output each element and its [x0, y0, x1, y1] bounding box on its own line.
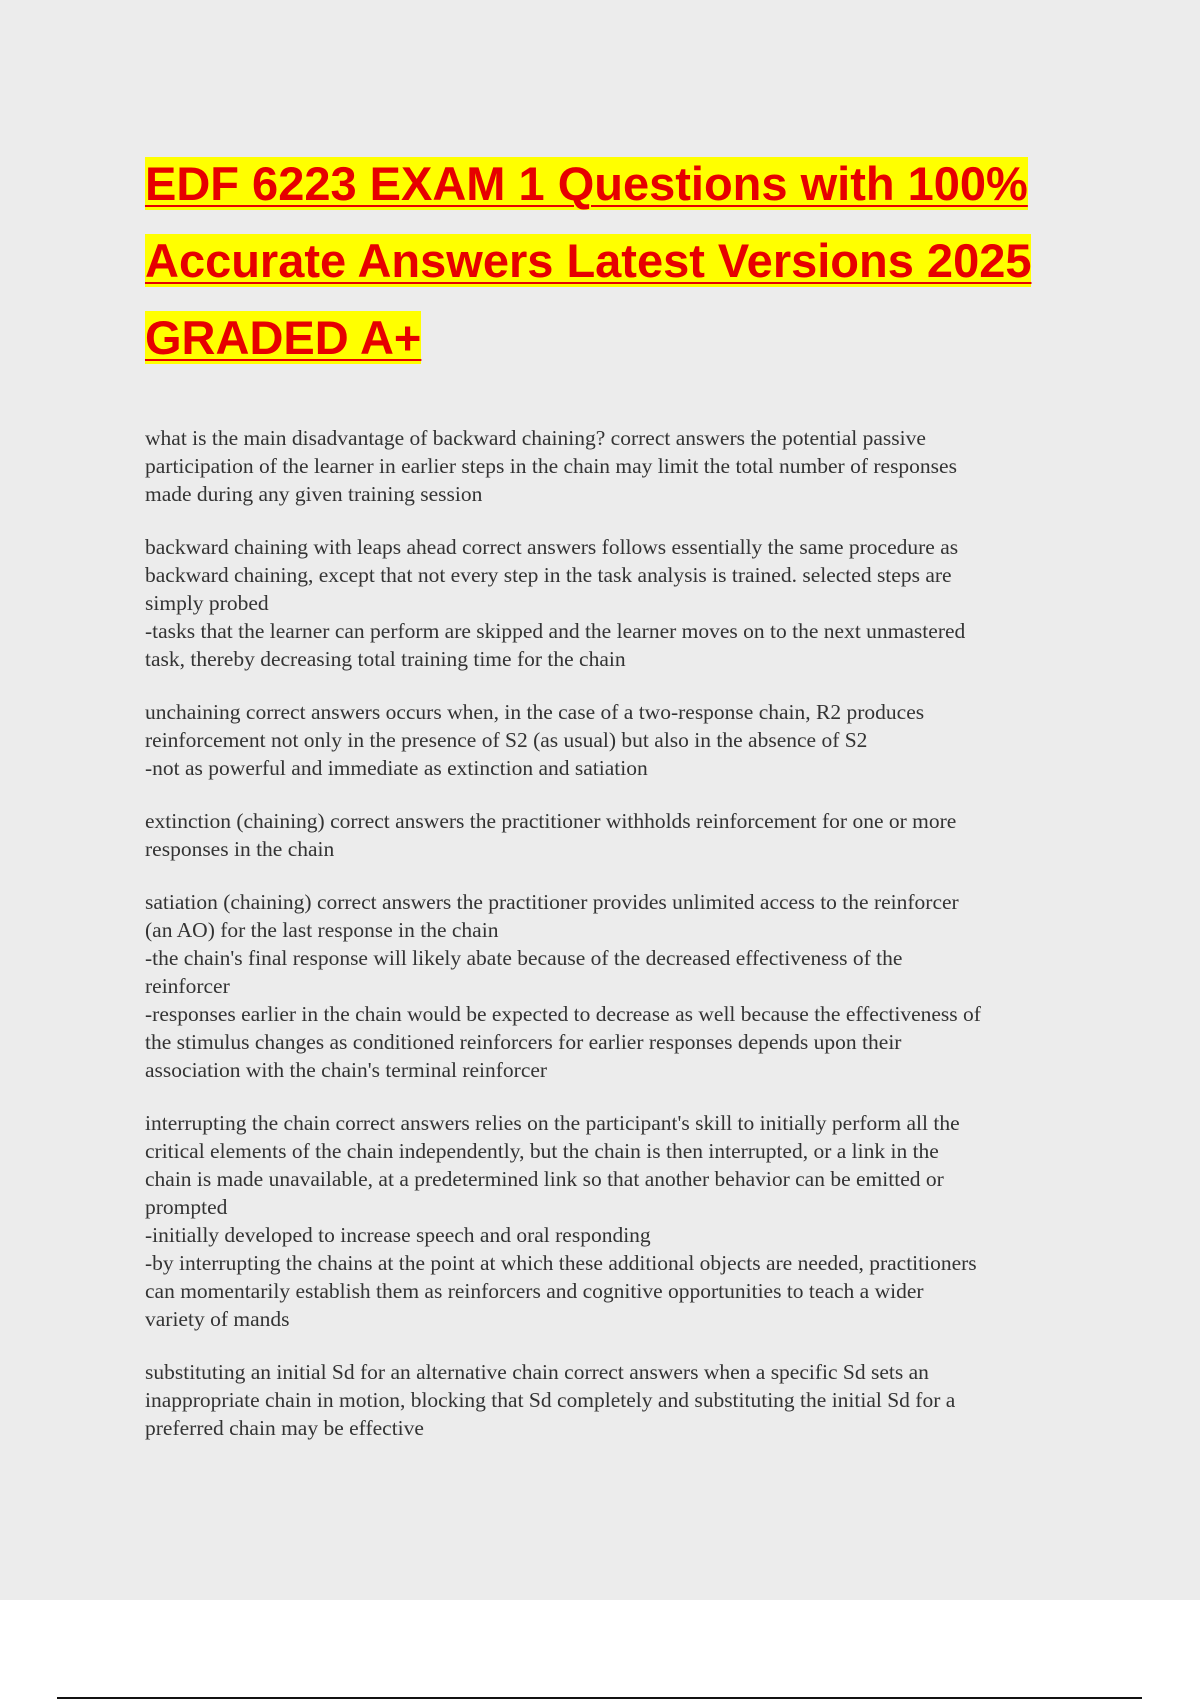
- text-line: extinction (chaining) correct answers the practitioner withholds reinforcement for one or more: [145, 809, 957, 833]
- text-line: backward chaining, except that not every step in the task analysis is trained. selected steps are: [145, 563, 952, 587]
- text-line: made during any given training session: [145, 482, 483, 506]
- text-line: (an AO) for the last response in the chain: [145, 918, 499, 942]
- text-line: interrupting the chain correct answers relies on the participant's skill to initially perform all the: [145, 1111, 960, 1135]
- text-line: critical elements of the chain independently, but the chain is then interrupted, or a link in the: [145, 1139, 939, 1163]
- text-line: prompted: [145, 1195, 228, 1219]
- text-line: inappropriate chain in motion, blocking that Sd completely and substituting the initial Sd for a: [145, 1388, 956, 1412]
- qa-entry: [145, 1358, 1095, 1442]
- text-line: -initially developed to increase speech and oral responding: [145, 1223, 651, 1247]
- qa-entry: [145, 698, 1095, 782]
- text-line: -tasks that the learner can perform are skipped and the learner moves on to the next unmastered: [145, 619, 966, 643]
- text-line: responses in the chain: [145, 837, 335, 861]
- text-line: backward chaining with leaps ahead correct answers follows essentially the same procedure as: [145, 535, 959, 559]
- title-line: Accurate Answers Latest Versions 2025: [145, 234, 1032, 287]
- text-line: unchaining correct answers occurs when, in the case of a two-response chain, R2 produces: [145, 700, 925, 724]
- text-line: what is the main disadvantage of backward chaining? correct answers the potential passive: [145, 426, 926, 450]
- text-line: preferred chain may be effective: [145, 1416, 424, 1440]
- footer-rule: [57, 1697, 1142, 1699]
- text-line: participation of the learner in earlier steps in the chain may limit the total number of responses: [145, 454, 957, 478]
- text-line: substituting an initial Sd for an alternative chain correct answers when a specific Sd sets an: [145, 1360, 929, 1384]
- qa-entry: [145, 424, 1095, 508]
- qa-entry: [145, 807, 1095, 863]
- text-line: -by interrupting the chains at the point at which these additional objects are needed, practitioners: [145, 1251, 977, 1275]
- text-line: reinforcement not only in the presence of S2 (as usual) but also in the absence of S2: [145, 728, 868, 752]
- title-line: GRADED A+: [145, 311, 422, 364]
- qa-entry: [145, 533, 1095, 673]
- text-line: satiation (chaining) correct answers the practitioner provides unlimited access to the reinforcer: [145, 890, 959, 914]
- text-line: simply probed: [145, 591, 269, 615]
- text-line: can momentarily establish them as reinforcers and cognitive opportunities to teach a wider: [145, 1279, 924, 1303]
- text-line: -responses earlier in the chain would be expected to decrease as well because the effectiveness of: [145, 1002, 981, 1026]
- text-line: reinforcer: [145, 974, 230, 998]
- qa-entry: [145, 888, 1095, 1084]
- text-line: chain is made unavailable, at a predetermined link so that another behavior can be emitted or: [145, 1167, 944, 1191]
- text-line: association with the chain's terminal reinforcer: [145, 1058, 548, 1082]
- text-line: -not as powerful and immediate as extinction and satiation: [145, 756, 648, 780]
- text-line: -the chain's final response will likely abate because of the decreased effectiveness of the: [145, 946, 903, 970]
- text-line: variety of mands: [145, 1307, 290, 1331]
- text-line: task, thereby decreasing total training time for the chain: [145, 647, 626, 671]
- page-content: [145, 145, 1095, 1467]
- title-line: EDF 6223 EXAM 1 Questions with 100%: [145, 157, 1028, 210]
- text-line: the stimulus changes as conditioned reinforcers for earlier responses depends upon their: [145, 1030, 902, 1054]
- document-title: [145, 145, 1095, 376]
- qa-entry: [145, 1109, 1095, 1333]
